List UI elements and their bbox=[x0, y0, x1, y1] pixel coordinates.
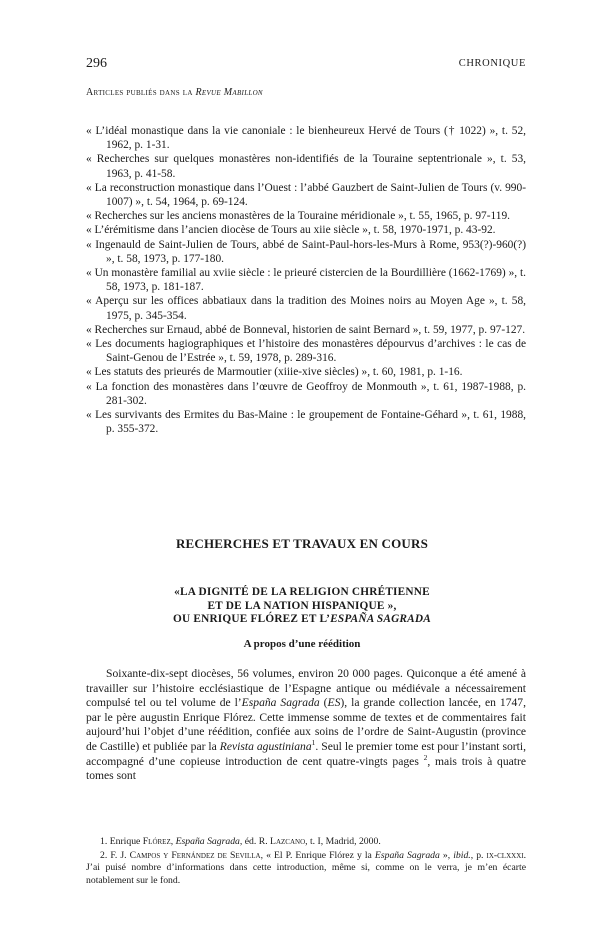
footnote-text: F. J. bbox=[107, 849, 130, 861]
journal-name: Revue Mabillon bbox=[195, 87, 263, 98]
article-title-line-2: ET DE LA NATION HISPANIQUE », bbox=[207, 599, 397, 612]
article-item: « Recherches sur quelques monastères non-identifiés de la Touraine septentrionale », t. 53, 1963, p. 41-58. bbox=[86, 153, 526, 180]
footnotes bbox=[86, 836, 526, 888]
article-item: « Recherches sur Ernaud, abbé de Bonneval, historien de saint Bernard », t. 59, 1977, p. 97-127. bbox=[86, 323, 526, 336]
article-item: « Les statuts des prieurés de Marmoutier (xiiie-xive siècles) », t. 60, 1981, p. 1-16. bbox=[86, 366, 463, 379]
article-title-line-3-italic: ESPAÑA SAGRADA bbox=[330, 613, 431, 626]
body-italic-segment: ES bbox=[327, 696, 341, 710]
article-item: « Les documents hagiographiques et l’histoire des monastères dépourvus d’archives : le cas de Saint-Genou de l’Estrée », t. 59, 1978, p. 289-316. bbox=[86, 338, 526, 365]
footnote-author: Campos y Fernández de Sevilla bbox=[129, 849, 261, 861]
article-item: « La reconstruction monastique dans l’Ouest : l’abbé Gauzbert de Saint-Julien de Tours (v. 990-1007) », t. 54, 1964, p. 69-124. bbox=[86, 181, 526, 209]
footnote-text: . J’ai puisé nombre d’informations dans cette introduction, même si, comme on le verra, je m’en écarte notablement sur le fond. bbox=[86, 849, 527, 886]
running-head: CHRONIQUE bbox=[458, 58, 526, 69]
articles-section-label bbox=[86, 87, 263, 98]
footnote-title: España Sagrada bbox=[374, 849, 440, 861]
article-item: « Les survivants des Ermites du Bas-Maine : le groupement de Fontaine-Géhard », t. 61, 1988, p. 355-372. bbox=[86, 409, 526, 436]
page-header bbox=[86, 56, 526, 72]
articles-label-prefix: Articles publiés dans la bbox=[86, 87, 196, 98]
footnote-2 bbox=[86, 850, 526, 888]
body-text-segment: ), la grande collection lancée, en 1747, par le père augustin Enrique Flórez. Cette immense somme de textes et de commentaires fait aujourd’hui l’objet d’une réédition, confiée aux soins de l’ordre de Saint-Augustin (province de Castille) et publiée par la bbox=[86, 696, 526, 753]
footnote-author: Flórez bbox=[142, 836, 171, 847]
page-number: 296 bbox=[86, 56, 107, 71]
article-title-line-1: «LA DIGNITÉ DE LA RELIGION CHRÉTIENNE bbox=[174, 586, 430, 598]
footnote-editor: Lazcano bbox=[270, 836, 306, 847]
footnote-text: », bbox=[439, 849, 454, 861]
body-text-segment: , mais trois à quatre tomes sont bbox=[86, 754, 526, 783]
section-heading: RECHERCHES ET TRAVAUX EN COURS bbox=[175, 536, 429, 551]
footnote-text: Enrique bbox=[107, 836, 143, 847]
footnote-text: , bbox=[170, 836, 176, 847]
footnote-number: 1. bbox=[100, 836, 108, 847]
footnote-pages: ix-clxxxi bbox=[486, 849, 524, 861]
article-item: « La fonction des monastères dans l’œuvre de Geoffroy de Monmouth », t. 61, 1987-1988, p. 281-302. bbox=[86, 380, 526, 407]
footnote-1 bbox=[86, 836, 526, 849]
body-text-segment: Soixante-dix-sept diocèses, 56 volumes, environ 20 000 pages. Quiconque a été amené à travailler sur l’histoire ecclésiastique de l’Espagne antique ou médiévale a nécessairement compulsé tel ou tel volume de l’ bbox=[86, 667, 526, 710]
footnote-ref[interactable]: 1 bbox=[311, 738, 316, 748]
footnote-ibid: ibid. bbox=[453, 849, 471, 861]
article-title bbox=[0, 586, 604, 627]
footnote-text: , « El P. Enrique Flórez y la bbox=[260, 849, 375, 861]
article-title-line-3 bbox=[0, 613, 604, 627]
body-paragraph bbox=[86, 667, 526, 784]
article-item: « Recherches sur les anciens monastères de la Touraine méridionale », t. 55, 1965, p. 97-119. bbox=[86, 210, 511, 223]
article-title-line-3-prefix: OU ENRIQUE FLÓREZ ET L’ bbox=[172, 613, 331, 626]
footnote-text: , p. bbox=[470, 849, 487, 861]
body-text-segment: ( bbox=[319, 696, 328, 710]
footnote-text: , t. I, Madrid, 2000. bbox=[305, 836, 381, 847]
articles-list bbox=[86, 124, 526, 436]
body-italic-segment: Revista agustiniana bbox=[219, 739, 312, 753]
body-italic-segment: España Sagrada bbox=[241, 696, 320, 710]
article-item: « Aperçu sur les offices abbatiaux dans la tradition des Moines noirs au Moyen Age », t. 58, 1975, p. 345-354. bbox=[86, 295, 526, 322]
body-text-segment: . Seul le premier tome est pour l’instant sorti, accompagné d’une copieuse introduction de cent quatre-vingts pages bbox=[86, 739, 527, 768]
footnote-ref[interactable]: 2 bbox=[423, 752, 428, 762]
article-item: « Un monastère familial au xviie siècle : le prieuré cistercien de la Bourdillière (1662-1769) », t. 58, 1973, p. 181-187. bbox=[86, 267, 526, 294]
article-item: « Ingenauld de Saint-Julien de Tours, abbé de Saint-Paul-hors-les-Murs à Rome, 953(?)-960(?) », t. 58, 1973, p. 177-180. bbox=[86, 238, 526, 265]
article-subtitle: A propos d’une réédition bbox=[243, 638, 361, 650]
footnote-number: 2. bbox=[100, 849, 108, 861]
footnote-text: , éd. R. bbox=[239, 836, 271, 847]
article-item: « L’idéal monastique dans la vie canoniale : le bienheureux Hervé de Tours († 1022) », t. 52, 1962, p. 1-31. bbox=[86, 125, 526, 152]
article-item: « L’érémitisme dans l’ancien diocèse de Tours au xiie siècle », t. 58, 1970-1971, p. 43-92. bbox=[86, 224, 496, 237]
footnote-title: España Sagrada bbox=[175, 836, 240, 847]
